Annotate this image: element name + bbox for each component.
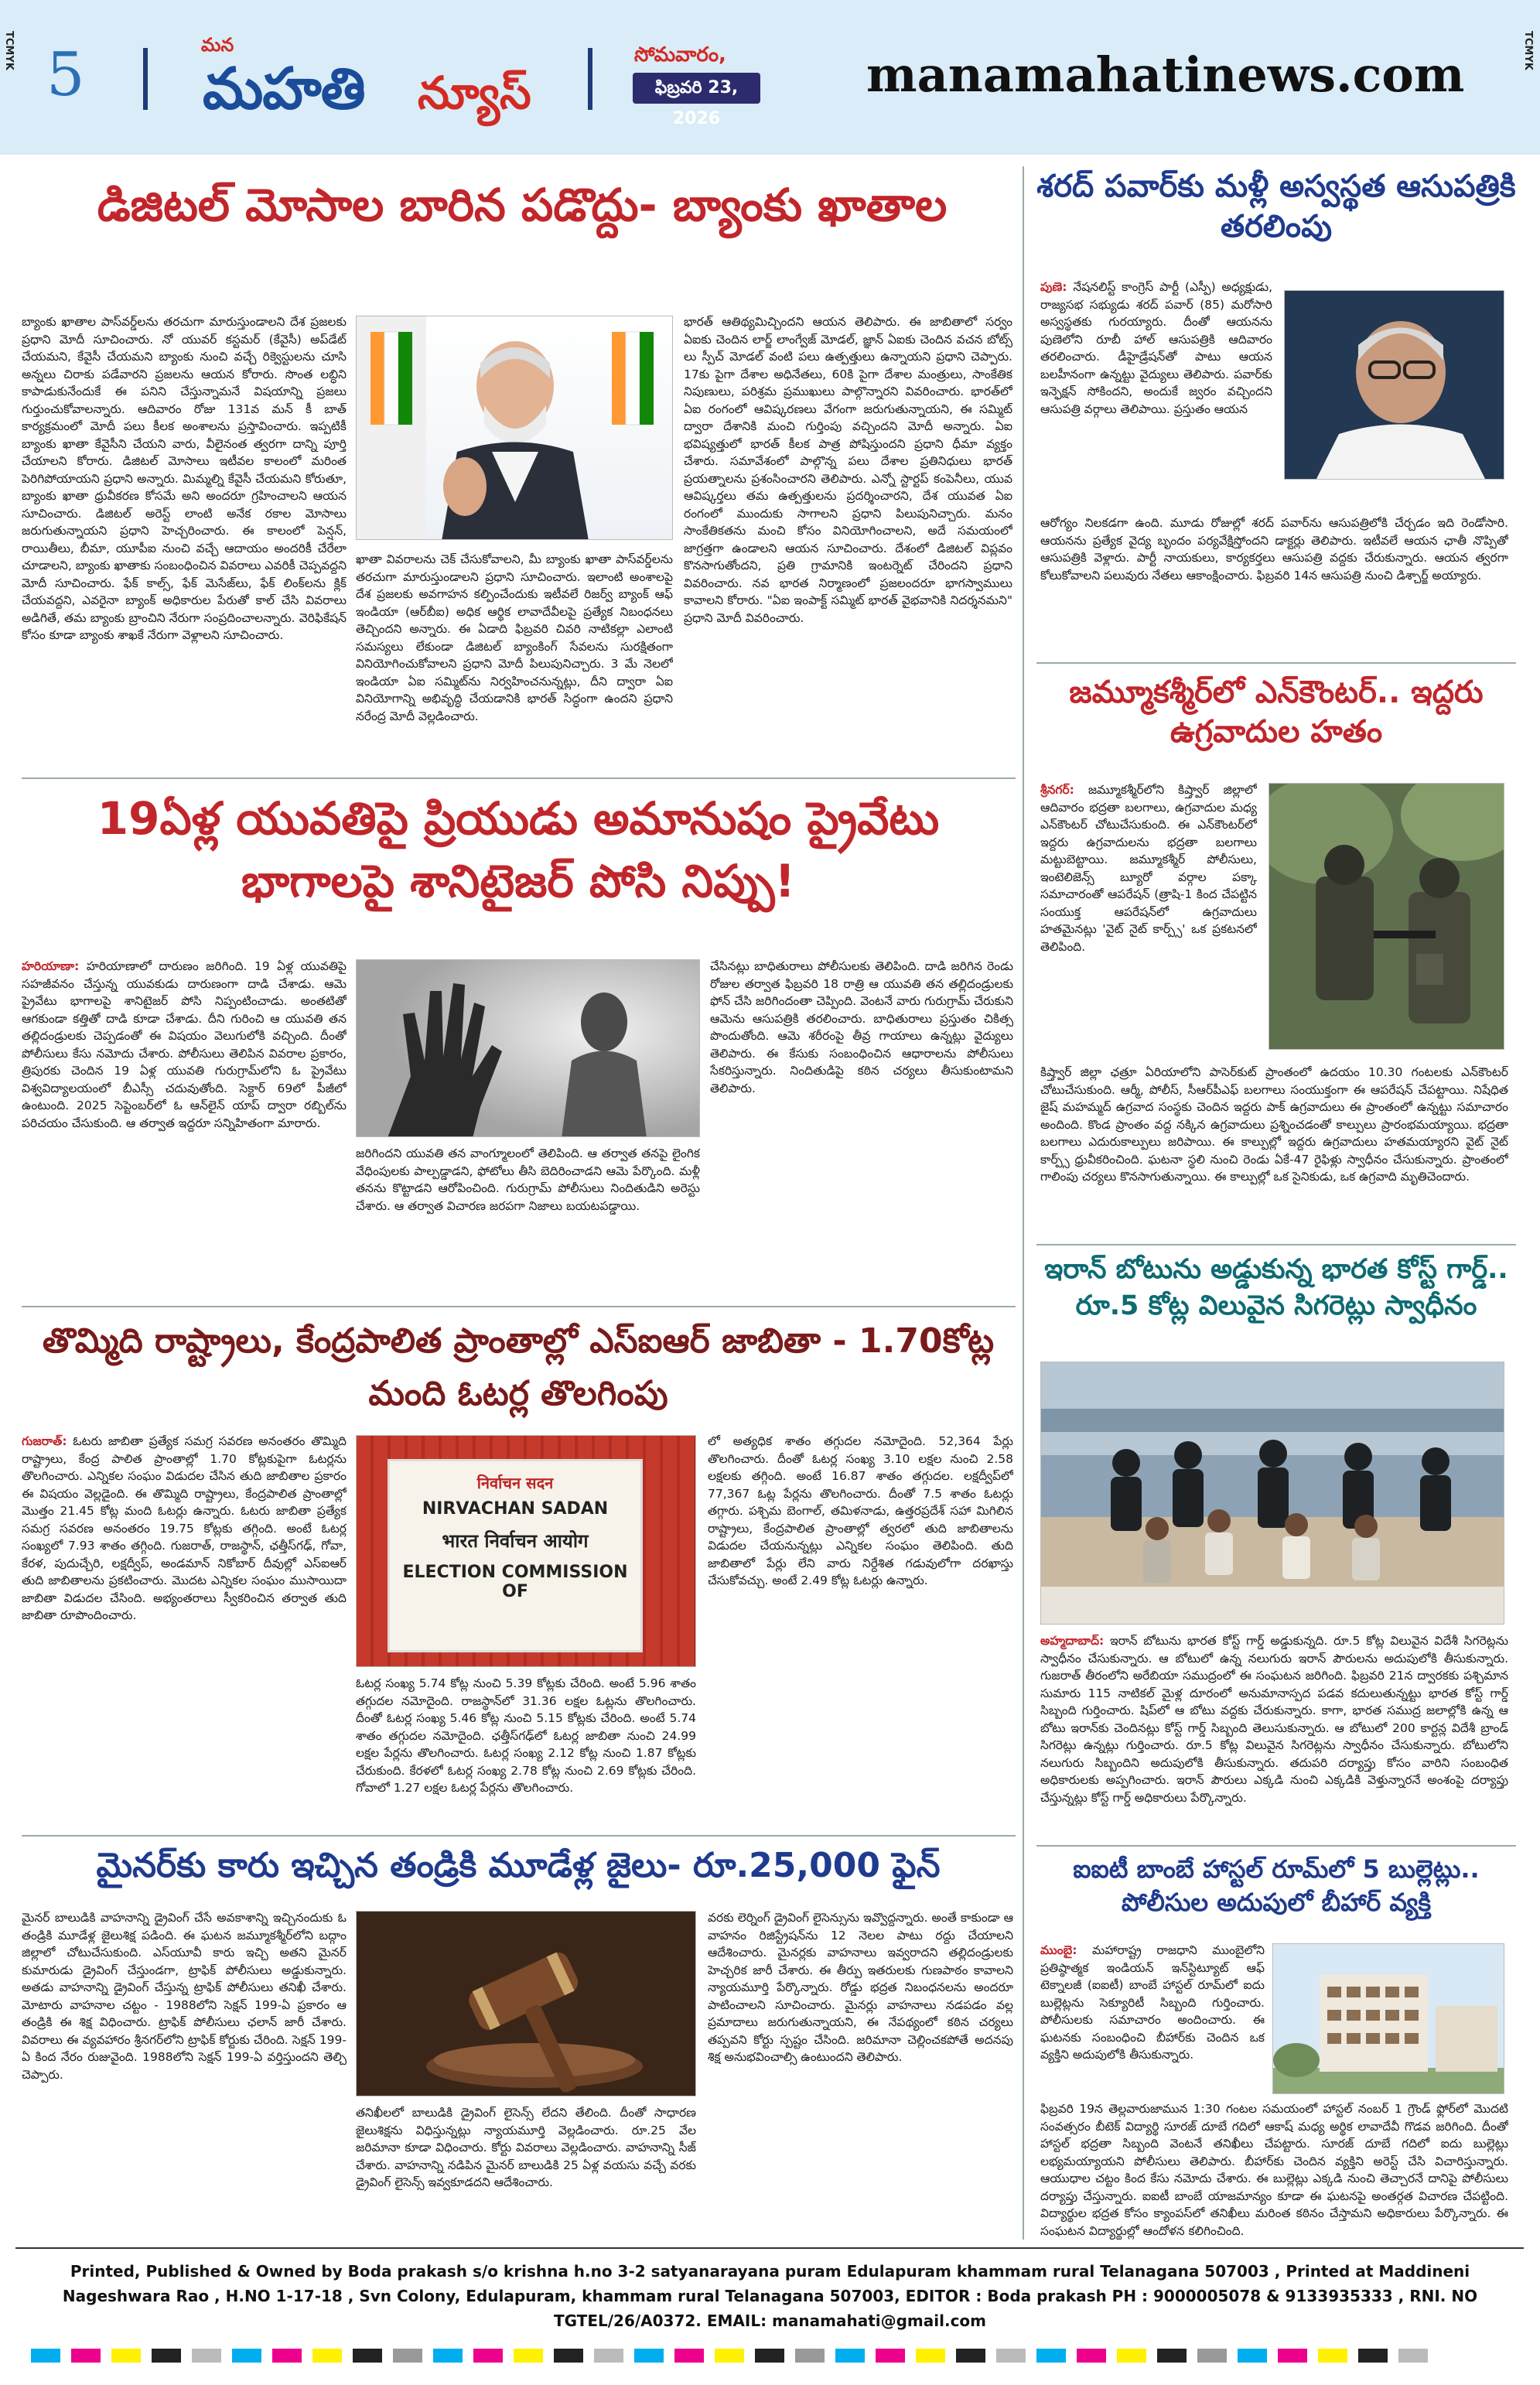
- sir-body: ఓటరు జాబితా ప్రత్యేక సమగ్ర సవరణ అనంతరం తొమ్మిది రాష్ట్రాలు, కేంద్ర పాలిత ప్రాంతాల్లో 1.70 కోట్లకుపైగా ఓటర్లను తొలగించారు. ఎన్నికల సంఘం విడుదల చేసిన తుది జాబితాల ప్రకారం ఈ విషయం వెల్లడైంది. ఈ తొమ్మిది రాష్ట్రాలు, కేంద్రపాలిత ప్రాంతాల్లో మొత్తం 21.45 కోట్ల మంది ఓటర్లు ఉన్నారు. ఓటరు జాబితా ప్రత్యేక సమగ్ర సవరణ అనంతరం 19.75 కోట్లకు తగ్గింది. అంటే ఓటర్ల సంఖ్యలో 7.93 శాతం తగ్గింది. గుజరాత్, రాజస్థాన్, ఛత్తీస్‌గఢ్, గోవా, కేరళ, పుదుచ్చేరి, లక్షద్వీప్, అండమాన్ నికోబార్ దీవుల్లో ఎస్ఐఆర్ తుది జాబితాలను ప్రకటించారు. మొదట ఎన్నికల సంఘం ముసాయిదా జాబితా విడుదల చేసింది. అభ్యంతరాలు స్వీకరించిన తర్వాత తుది జాబితా రూపొందించారు.: [22, 1434, 347, 1622]
- headline-digital-fraud: డిజిటల్ మోసాల బారిన పడొద్దు- బ్యాంకు ఖాతాల: [97, 179, 948, 231]
- masthead-divider: [588, 48, 592, 110]
- footer-divider: [15, 2247, 1524, 2249]
- section-divider: [22, 777, 1016, 779]
- issue-date: ఫిబ్రవరి 23, 2026: [633, 73, 760, 104]
- sir-col3: లో అత్యధిక శాతం తగ్గుదల నమోదైంది. 52,364 పేర్లు తొలగించారు. దీంతో ఓటర్ల సంఖ్య 3.10 లక్షల నుంచి 2.58 లక్షలకు తగ్గింది. అంటే 16.87 శాతం తగ్గుదల. లక్షద్వీప్‌లో 77,367 ఓట్ల పేర్లను తొలగించారు. దీంతో 7.5 శాతం ఓటర్లు తగ్గారు. పశ్చిమ బెంగాల్, తమిళనాడు, ఉత్తరప్రదేశ్ సహా మిగిలిన రాష్ట్రాలు, కేంద్రపాలిత ప్రాంతాల్లో త్వరలో తుది జాబితాలను విడుదల చేయనున్నట్లు ఎన్నికల సంఘం తెలిపింది. తుది జాబితాలో పేర్లు లేని వారు నిర్దేశిత గడువులోగా దరఖాస్తు చేసుకోవచ్చు. అంటే 2.49 కోట్ల ఓటర్లు ఉన్నారు.: [708, 1434, 1013, 1587]
- sir-col2: ఓటర్ల సంఖ్య 5.74 కోట్ల నుంచి 5.39 కోట్లకు చేరింది. అంటే 5.96 శాతం తగ్గుదల నమోదైంది. రాజస్థాన్‌లో 31.36 లక్షల ఓట్లను తొలగించారు. దీంతో ఓటర్ల సంఖ్య 5.46 కోట్ల నుంచి 5.15 కోట్లకు చేరింది. అంటే 5.74 శాతం తగ్గుదల నమోదైంది. ఛత్తీస్‌గఢ్‌లో ఓటర్ల జాబితా నుంచి 24.99 లక్షల పేర్లను తొలగించారు. ఓటర్ల సంఖ్య 2.12 కోట్ల నుంచి 1.87 కోట్లకు చేరుకుంది. కేరళలో ఓటర్ల సంఖ్య 2.78 కోట్ల నుంచి 2.69 కోట్లకు చేరింది. గోవాలో 1.27 లక్షల ఓటర్ల పేర్లను తొలగించారు.: [356, 1676, 696, 1795]
- pawar-photo: [1284, 290, 1504, 480]
- pawar-body: నేషనలిస్ట్ కాంగ్రెస్ పార్టీ (ఎస్పీ) అధ్యక్షుడు, రాజ్యసభ సభ్యుడు శరద్ పవార్ (85) మరోసారి అస్వస్థతకు గురయ్యారు. దీంతో ఆయనను పుణెలోని రూబీ హాల్ ఆసుపత్రికి ఆదివారం తరలించారు. డీహైడ్రేషన్‌తో పాటు ఆయన బలహీనంగా ఉన్నట్టు వైద్యులు తెలిపారు. పవార్‌కు ఇన్ఫెక్షన్ సోకిందని, అందుకే జ్వరం వచ్చిందని ఆసుపత్రి వర్గాలు తెలిపాయి. ప్రస్తుతం ఆయన: [1040, 280, 1272, 416]
- soldiers-photo: [1269, 783, 1504, 1050]
- minor-col2: తనిఖీలలో బాలుడికి డ్రైవింగ్ లైసెన్స్ లేదని తేలింది. దీంతో సాధారణ జైలుశిక్షను విధిస్తున్నట్లు న్యాయమూర్తి వెల్లడించారు. రూ.25 వేల జరిమానా కూడా విధించారు. కోర్టు వివరాలు వెల్లడించారు. వాహనాన్ని సీజ్ చేశారు. వాహనాన్ని నడిపిన మైనర్ బాలుడికి 25 ఏళ్ల వయసు వచ్చే వరకు డ్రైవింగ్ లైసెన్స్ ఇవ్వకూడదని ఆదేశించారు.: [356, 2106, 696, 2189]
- page-number: 5: [46, 40, 85, 110]
- ec-plaque: [388, 1459, 643, 1652]
- footer-imprint: Printed, Published & Owned by Boda prakash s/o krishna h.no 3-2 satyanarayana puram Edulapuram khammam rural Telanagana 507003 , Printed at Maddineni Nageshwara Rao , H.NO 1-17-18 , Svn Colony, Edulapuram, khammam rural Telanagana 507003, EDITOR : Boda prakash PH : 9000005078 & 9133935333 , RNI. NO TGTEL/26/A0372. EMAIL: manamahati@gmail.com: [62, 2262, 1478, 2330]
- issue-day: సోమవారం,: [634, 43, 726, 67]
- pawar-full: ఆరోగ్యం నిలకడగా ఉంది. మూడు రోజుల్లో శరద్ పవార్‌ను ఆసుపత్రిలోకి చేర్చడం ఇది రెండోసారి. ఆయనను ప్రత్యేక వైద్య బృందం పర్యవేక్షిస్తోందని డాక్టర్లు తెలిపారు. ఇటీవలే ఆయన ఛాతీ నొప్పితో ఆసుపత్రికి వెళ్లారు. పార్టీ నాయకులు, కార్యకర్తలు ఆసుపత్రి వద్దకు చేరుకున్నారు. ఆయన త్వరగా కోలుకోవాలని పలువురు నేతలు ఆకాంక్షించారు. ఫిబ్రవరి 14న ఆసుపత్రి నుంచి డిశ్చార్జ్ అయ్యారు.: [1040, 516, 1508, 583]
- headline-sanitizer-assault: 19ఏళ్ల యువతిపై ప్రియుడు అమానుషం ప్రైవేటు భాగాలపై శానిటైజర్ పోసి నిప్పు!: [97, 792, 940, 908]
- section-divider: [22, 1306, 1016, 1307]
- iit-building-photo: [1272, 1943, 1504, 2094]
- digital-col3: భారత్ ఆతిథ్యమిచ్చిందని ఆయన తెలిపారు. ఈ జాబితాలో సర్వం ఏఐకు చెందిన లార్జ్ లాంగ్వేజ్ మోడల్, జ్ఞాన్ ఏఐకు చెందిన వచన బోట్స్ లు స్పీచ్ మోడల్ వంటి పలు ఉత్పత్తులు ఉన్నాయని ప్రధాని చెప్పారు. 17కు పైగా దేశాల అధినేతలు, 60కి పైగా దేశాల మంత్రులు, సాంకేతిక నిపుణులు, పరిశ్రమ ప్రముఖులు పాల్గొన్నారని వివరించారు. భారత్‌లో ఏఐ రంగంలో ఆవిష్కరణలు వేగంగా జరుగుతున్నాయని, ఈ సమ్మిట్ ద్వారా దేశానికి మంచి గుర్తింపు వచ్చిందని మోదీ అన్నారు. ఏఐ భవిష్యత్తులో భారత్ కీలక పాత్ర పోషిస్తుందని ప్రధాని ధీమా వ్యక్తం చేశారు. సమావేశంలో పాల్గొన్న పలు దేశాల ప్రతినిధులు భారత్ ప్రయత్నాలను ప్రశంసించారని తెలిపారు. ఎన్నో స్టార్టప్ కంపెనీలు, యువ ఆవిష్కర్తలు తమ ఉత్పత్తులను ప్రదర్శించారని, దేశ యువత ఏఐ రంగంలో ముందుకు సాగాలని ప్రధాని పిలుపునిచ్చారు. మనం సాంకేతికతను మంచి కోసం వినియోగించాలని, అదే సమయంలో జాగ్రత్తగా ఉండాలని ఆయన సూచించారు. దేశంలో డిజిటల్ విప్లవం కొనసాగుతోందని, ప్రతి గ్రామానికి ఇంటర్నెట్ చేరిందని ప్రధాని వివరించారు. నవ భారత నిర్మాణంలో ప్రజలందరూ భాగస్వాములు కావాలని కోరారు. "ఏఐ ఇంపాక్ట్ సమ్మిట్ భారత్ వైభవానికి నిదర్శనమని" ప్రధాని మోదీ వివరించారు.: [684, 315, 1012, 625]
- coastguard-photo: [1040, 1362, 1504, 1625]
- iitb-body: మహారాష్ట్ర రాజధాని ముంబైలోని ప్రతిష్ఠాత్మక ఇండియన్ ఇన్‌స్టిట్యూట్ ఆఫ్ టెక్నాలజీ (ఐఐటీ) బాంబే హాస్టల్ రూమ్‌లో ఐదు బుల్లెట్లను సెక్యూరిటీ సిబ్బంది గుర్తించారు. పోలీసులకు సమాచారం అందించారు. ఈ ఘటనకు సంబంధించి బీహార్‌కు చెందిన ఒక వ్యక్తిని అదుపులోకి తీసుకున్నారు.: [1040, 1943, 1265, 2062]
- iitb-full: ఫిబ్రవరి 19న తెల్లవారుజామున 1:30 గంటల సమయంలో హాస్టల్ నంబర్ 1 గ్రౌండ్ ఫ్లోర్‌లో మొదటి సంవత్సరం బీటెక్ విద్యార్థి సూరజ్ దూబే గదిలో ఆకాష్ మధ్య అర్థిక లావాదేవీ గొడవ జరిగింది. దీంతో హాస్టల్ భద్రతా సిబ్బంది వెంటనే తనిఖీలు చేపట్టారు. సూరజ్ దూబే గదిలో ఐదు బుల్లెట్లు లభ్యమయ్యాయని పోలీసులు తెలిపారు. బీహార్‌కు చెందిన వ్యక్తిని అరెస్ట్ చేసి విచారిస్తున్నారు. ఆయుధాల చట్టం కింద కేసు నమోదు చేశారు. ఈ బుల్లెట్లు ఎక్కడి నుంచి తెచ్చారనే దానిపై పోలీసులు దర్యాప్తు చేస్తున్నారు. ఐఐటీ బాంబే యాజమాన్యం కూడా ఈ ఘటనపై అంతర్గత విచారణ చేపట్టింది. విద్యార్థుల భద్రత కోసం క్యాంపస్‌లో తనిఖీలు మరింత కఠినం చేస్తామని అధికారులు పేర్కొన్నారు. ఈ సంఘటన విద్యార్థుల్లో ఆందోళన కలిగించింది.: [1040, 2102, 1508, 2238]
- sanitizer-col3: చేసినట్లు బాధితురాలు పోలీసులకు తెలిపింది. దాడి జరిగిన రెండు రోజుల తర్వాత ఫిబ్రవరి 18 రాత్రి ఆ యువతి తన తల్లిదండ్రులకు ఫోన్ చేసి జరిగిందంతా చెప్పింది. వెంటనే వారు గురుగ్రామ్ చేరుకుని ఆమెను ఆసుపత్రికి తరలించారు. బాధితురాలు ప్రస్తుతం చికిత్స పొందుతోంది. ఆమె శరీరంపై తీవ్ర గాయాలు ఉన్నట్లు వైద్యులు తెలిపారు. ఈ కేసుకు సంబంధించిన ఆధారాలను పోలీసులు సేకరిస్తున్నారు. నిందితుడిపై కఠిన చర్యలు తీసుకుంటామని తెలిపారు.: [710, 959, 1013, 1095]
- gavel-photo: [356, 1911, 696, 2096]
- jk-col1: [1040, 781, 1257, 1060]
- ec-sign-line3: भारत निर्वाचन आयोग: [442, 1530, 589, 1552]
- digital-col2: ఖాతా వివరాలను చెక్ చేసుకోవాలని, మీ బ్యాంకు ఖాతా పాస్‌వర్డ్‌లను తరచుగా మారుస్తుండాలని ప్రధాని సూచించారు. ఇలాంటి అంశాలపై దేశ ప్రజలకు అవగాహన కల్పించేందుకు ఇటీవలే రిజర్వ్ బ్యాంక్ ఆఫ్ ఇండియా (ఆర్‌బీఐ) అధిక ఆర్థిక లావాదేవీలపై ప్రత్యేక నిబంధనలు తెచ్చిందని అన్నారు. ఈ ఏడాది ఫిబ్రవరి చివరి నాటికల్లా ఎలాంటి సమస్యలు లేకుండా డిజిటల్ బ్యాంకింగ్ సేవలను సురక్షితంగా వినియోగించుకోవాలని ప్రధాని మోదీ పిలుపునిచ్చారు. 3 మే నెలలో ఇండియా ఏఐ సమ్మిట్‌ను నిర్వహించనున్నట్లు, దీని ద్వారా ఏఐ వినియోగాన్ని అభివృద్ధి చేయడానికి భారత్ సిద్ధంగా ఉందని ప్రధాని నరేంద్ర మోదీ వెల్లడించారు.: [356, 552, 673, 723]
- pawar-dateline: పుణె:: [1040, 280, 1067, 294]
- iran-full: [1040, 1632, 1508, 1841]
- iitb-dateline: ముంబై:: [1040, 1943, 1077, 1957]
- registration-mark-left: TCMYK: [3, 31, 15, 70]
- jk-body: జమ్మూకశ్మీర్‌లోని కిష్త్వార్ జిల్లాలో ఆదివారం భద్రతా బలగాలు, ఉగ్రవాదుల మధ్య ఎన్‌కౌంటర్ చోటుచేసుకుంది. ఈ ఎన్‌కౌంటర్‌లో ఇద్దరు ఉగ్రవాదులను భద్రతా బలగాలు మట్టుబెట్టాయి. జమ్మూకశ్మీర్ పోలీసులు, ఇంటెలిజెన్స్ బ్యూరో వర్గాల పక్కా సమాచారంతో ఆపరేషన్ (త్రాషి-1 కింద చేపట్టిన సంయుక్త ఆపరేషన్‌లో ఉగ్రవాదులు హతమైనట్లు 'వైట్ నైట్ కార్ప్స్' ఒక ప్రకటనలో తెలిపింది.: [1040, 783, 1257, 954]
- modi-photo: [356, 316, 673, 540]
- sanitizer-dateline: హరియాణా:: [22, 959, 80, 973]
- ec-sign-line4: ELECTION COMMISSION OF: [402, 1563, 628, 1601]
- jk-full: కిష్త్వార్ జిల్లా ఛత్రూ ఏరియాలోని పాసెర్‌కుట్ ప్రాంతంలో ఉదయం 10.30 గంటలకు ఎన్‌కౌంటర్ చోటుచేసుకుంది. ఆర్మీ, పోలీస్, సీఆర్‌పీఎఫ్ బలగాలు సంయుక్తంగా ఈ ఆపరేషన్ చేపట్టాయి. నిషేధిత జైష్ మహమ్మద్ ఉగ్రవాద సంస్థకు చెందిన ఇద్దరు పాక్ ఉగ్రవాదులు ఈ ప్రాంతంలో ఉన్నట్టు సమాచారం అందింది. కొండ ప్రాంతం వద్ద నక్కిన ఉగ్రవాదులు ప్రశ్నించడంతో కాల్పులు ప్రారంభమయ్యాయి. భద్రతా బలగాలు ఎదురుకాల్పులు జరిపాయి. ఈ కాల్పుల్లో ఇద్దరు ఉగ్రవాదులు హతమయ్యారని వైట్ నైట్ కార్ప్స్ ధ్రువీకరించింది. ఘటనా స్థలి నుంచి రెండు ఏకే-47 రైఫిళ్లు స్వాధీనం చేసుకున్నారు. ప్రాంతంలో గాలింపు చర్యలు కొనసాగుతున్నాయి. ఈ కాల్పుల్లో ఒక సైనికుడు, ఒక ఉగ్రవాది మృతిచెందారు.: [1040, 1065, 1508, 1184]
- headline-minor-car: మైనర్‌కు కారు ఇచ్చిన తండ్రికి మూడేళ్ల జైలు- రూ.25,000 ఫైన్: [96, 1846, 941, 1885]
- website-url[interactable]: manamahatinews.com: [866, 46, 1465, 103]
- logo-main-text: మహతి: [203, 56, 365, 122]
- column-divider: [1023, 166, 1024, 2240]
- section-divider: [1036, 662, 1516, 664]
- section-divider: [1036, 1845, 1516, 1847]
- iran-dateline: అహ్మదాబాద్:: [1040, 1634, 1105, 1648]
- headline-jk-encounter: జమ్మూకశ్మీర్‌లో ఎన్‌కౌంటర్.. ఇద్దరు ఉగ్రవాదుల హతం: [1069, 675, 1484, 750]
- logo-small-text: మన: [201, 34, 234, 56]
- sir-dateline: గుజరాత్:: [22, 1434, 67, 1448]
- section-divider: [1036, 1244, 1516, 1245]
- section-divider: [22, 1835, 1016, 1837]
- registration-mark-right: TCMYK: [1522, 31, 1534, 70]
- ec-sign-line2: NIRVACHAN SADAN: [422, 1499, 609, 1519]
- masthead-divider: [143, 48, 148, 110]
- headline-iit-bombay: ఐఐటీ బాంబే హాస్టల్ రూమ్‌లో 5 బుల్లెట్లు.. పోలీసుల అదుపులో బీహార్ వ్యక్తి: [1073, 1854, 1480, 1918]
- print-color-bar: [31, 2349, 1508, 2363]
- minor-col3: వరకు లెర్నింగ్ డ్రైవింగ్ లైసెన్సును ఇవ్వొద్దన్నారు. అంతే కాకుండా ఆ వాహనం రిజిస్ట్రేషన్‌ను 12 నెలల పాటు రద్దు చేయాలని ఆదేశించారు. మైనర్లకు వాహనాలు ఇవ్వరాదని తల్లిదండ్రులకు హెచ్చరిక జారీ చేశారు. ఈ తీర్పు ఇతరులకు గుణపాఠం కావాలని న్యాయమూర్తి పేర్కొన్నారు. రోడ్డు భద్రత నిబంధనలను అందరూ పాటించాలని సూచించారు. మైనర్లు వాహనాలు నడపడం వల్ల ప్రమాదాలు జరుగుతున్నాయని, ఈ నేపథ్యంలో కఠిన చర్యలు తప్పవని కోర్టు స్పష్టం చేసింది. జరిమానా చెల్లించకపోతే అదనపు శిక్ష అనుభవించాల్సి ఉంటుందని తెలిపారు.: [708, 1911, 1013, 2064]
- headline-sir-voter-list: తొమ్మిది రాష్ట్రాలు, కేంద్రపాలిత ప్రాంతాల్లో ఎస్ఐఆర్ జాబితా - 1.70కోట్ల మంది ఓటర్ల తొలగింపు: [42, 1321, 995, 1414]
- iran-body: ఇరాన్ బోటును భారత కోస్ట్ గార్డ్ అడ్డుకున్నది. రూ.5 కోట్ల విలువైన విదేశీ సిగరెట్లను స్వాధీనం చేసుకున్నారు. ఆ బోటులో ఉన్న నలుగురు ఇరాన్ పౌరులను అదుపులోకి తీసుకున్నారు. గుజరాత్ తీరంలోని అరేబియా సముద్రంలో ఈ సంఘటన జరిగింది. ఫిబ్రవరి 21న ద్వారకకు పశ్చిమాన సుమారు 115 నాటికల్ మైళ్ల దూరంలో అనుమానాస్పద పడవ కదులుతున్నట్టు భారత కోస్ట్ గార్డ్ సిబ్బంది గుర్తించారు. షిప్‌లో ఆ బోటు వద్దకు చేరుకున్నారు. కాగా, భారత సముద్ర జలాల్లోకి ఉన్న ఆ బోటు ఇరాన్‌కు చెందినట్లు కోస్ట్ గార్డ్ సిబ్బంది తెలుసుకున్నారు. ఆ బోటులో 200 కార్టన్ల విదేశీ బ్రాండ్ సిగరెట్లు ఉన్నట్లు గుర్తించారు. రూ.5 కోట్ల విలువైన సిగరెట్లను స్వాధీనం చేసుకున్నారు. బోటులోని నలుగురు సిబ్బందిని అదుపులోకి తీసుకున్నారు. తదుపరి దర్యాప్తు కోసం వారిని సంబంధిత అధికారులకు అప్పగించారు. ఇరాన్ పౌరులు ఎక్కడి నుంచి ఎక్కడికి వెళ్తున్నారనే అంశంపై దర్యాప్తు చేస్తున్నట్లు కోస్ట్ గార్డ్ అధికారులు పేర్కొన్నారు.: [1040, 1634, 1508, 1805]
- headline-iran-boat: ఇరాన్ బోటును అడ్డుకున్న భారత కోస్ట్ గార్డ్.. రూ.5 కోట్ల విలువైన సిగరెట్లు స్వాధీనం: [1044, 1254, 1508, 1322]
- sanitizer-body: హరియాణాలో దారుణం జరిగింది. 19 ఏళ్ల యువతిపై సహజీవనం చేస్తున్న యువకుడు దారుణంగా దాడి చేశాడు. ఆమె ప్రైవేటు భాగాలపై శానిటైజర్ పోసి నిప్పంటించాడు. అంతటితో ఆగకుండా కత్తితో దాడి కూడా చేశాడు. దీని గురించి ఆ యువతి తన తల్లిదండ్రులకు చెప్పడంతో ఈ విషయం వెలుగులోకి వచ్చింది. దీంతో పోలీసులు కేసు నమోదు చేశారు. పోలీసులు తెలిపిన వివరాల ప్రకారం, త్రిపురకు చెందిన 19 ఏళ్ల యువతి గురుగ్రామ్‌లోని ఓ ప్రైవేటు విశ్వవిద్యాలయంలో బీఎస్సీ చదువుతోంది. సెక్టార్ 69లో పీజీలో ఉంటుంది. 2025 సెప్టెంబర్‌లో ఓ ఆన్‌లైన్ యాప్ ద్వారా రబ్బిల్‌ను పరిచయం చేసుకుంది. ఆ తర్వాత ఇద్దరూ సన్నిహితంగా మారారు.: [22, 959, 347, 1130]
- sir-col1: [22, 1433, 347, 1827]
- assault-photo: [356, 959, 700, 1137]
- iitb-col1: [1040, 1942, 1265, 2096]
- sanitizer-col1: [22, 958, 347, 1298]
- ec-sign-photo: [356, 1435, 696, 1667]
- minor-col1: మైనర్ బాలుడికి వాహనాన్ని డ్రైవింగ్ చేసే అవకాశాన్ని ఇచ్చినందుకు ఓ తండ్రికి మూడేళ్ల జైలుశిక్ష పడింది. ఈ ఘటన జమ్మూకశ్మీర్‌లోని బద్గాం జిల్లాలో చోటుచేసుకుంది. ఎస్‌యూవీ కారు ఇచ్చి అతని మైనర్ కుమారుడు డ్రైవింగ్ చేస్తుండగా, ట్రాఫిక్ పోలీసులు అడ్డుకున్నారు. అతడు వాహనాన్ని డ్రైవింగ్ చేస్తున్న ట్రాఫిక్ పోలీసులు తనిఖీ చేశారు. మోటారు వాహనాల చట్టం - 1988లోని సెక్షన్ 199-ఏ ప్రకారం ఆ తండ్రికి ఈ శిక్ష విధించారు. ట్రాఫిక్ పోలీసులు ఛలాన్ జారీ చేశారు. వివరాలు ఈ వ్యవహారం శ్రీనగర్‌లోని ట్రాఫిక్ కోర్టుకు చేరింది. సెక్షన్ 199-ఏ కింద నేరం రుజువైంది. 1988లోని సెక్షన్ 199-ఏ వర్తిస్తుందని తెల్చి చెప్పారు.: [22, 1911, 347, 2082]
- headline-pawar: శరద్ పవార్‌కు మళ్లీ అస్వస్థత ఆసుపత్రికి తరలింపు: [1036, 169, 1516, 244]
- logo-news-text: న్యూస్: [418, 67, 531, 119]
- jk-dateline: శ్రీనగర్:: [1040, 783, 1074, 797]
- pawar-col1: [1040, 278, 1272, 511]
- digital-col1: బ్యాంకు ఖాతాల పాస్‌వర్డ్‌లను తరచుగా మారుస్తుండాలని దేశ ప్రజలకు ప్రధాని మోదీ సూచించారు. నో యువర్ కస్టమర్ (కేవైసీ) అప్‌డేట్ చేయమని, కేవైసీ చేయమని బ్యాంకు నుంచి వచ్చే రిక్వెస్టులను చూసి అన్నలు చిరాకు పడేవారని ప్రజలను ఆయన కోరారు. సొంత లబ్ధిని కాపాడుకునేందుకే ఈ పనిని చేస్తున్నామనే విషయాన్ని ప్రజలు గుర్తుంచుకోవాలన్నారు. ఆదివారం రోజు 131వ మన్ కీ బాత్ కార్యక్రమంలో మోదీ పలు కీలక అంశాలను ప్రస్తావించారు. ఇప్పటికీ బ్యాంకు ఖాతా కేవైసీని చేయని వారు, వీలైనంత త్వరగా దాన్ని పూర్తి చేయాలని కోరారు. డిజిటల్ మోసాలు ఇటీవల కాలంలో మరింత పెరిగిపోయాయని ప్రధాని అన్నారు. మిమ్మల్ని కేవైసీ చేయమని కోరుతూ, బ్యాంకు ఖాతా ధ్రువీకరణ కోసమే అని అందరూ గ్రహించాలని ఆయన సూచించారు. డిజిటల్ అరెస్ట్ లాంటి అనేక రకాల మోసాలు జరుగుతున్నాయని ప్రధాని హెచ్చరించారు. ఈ కాలంలో పెన్షన్, రాయితీలు, బీమా, యూపీఐ నుంచి వచ్చే ఆదాయం అందరికీ చేరేలా చూడాలని, బ్యాంకు ఖాతాకు సంబంధించిన వివరాలు ఎవరికీ చెప్పవద్దని మోదీ సూచించారు. ఫేక్ కాల్స్, ఫేక్ మెసేజ్‌లు, ఫేక్ లింక్‌లను క్లిక్ చేయవద్దని, ఎవరైనా బ్యాంక్ అధికారుల పేరుతో కాల్ చేసి వివరాలు అడిగితే, తమ బ్యాంకు బ్రాంచిని నేరుగా సంప్రదించాలన్నారు. వెరిఫికేషన్ కోసం కూడా బ్యాంకు శాఖకే నేరుగా వెళ్లాలని సూచించారు.: [22, 315, 347, 642]
- sanitizer-col2: జరిగిందని యువతి తన వాంగ్మూలంలో తెలిపింది. ఆ తర్వాత తనపై లైంగిక వేధింపులకు పాల్పడ్డాడని, ఫోటోలు తీసి బెదిరించాడని ఆమె పేర్కొంది. మళ్లీ తనను కొట్టాడని ఆరోపించింది. గురుగ్రామ్ పోలీసులు నిందితుడిని అరెస్టు చేశారు. ఆ తర్వాత విచారణ జరపగా నిజాలు బయటపడ్డాయి.: [356, 1146, 700, 1213]
- ec-sign-line1: निर्वाचन सदन: [476, 1474, 554, 1492]
